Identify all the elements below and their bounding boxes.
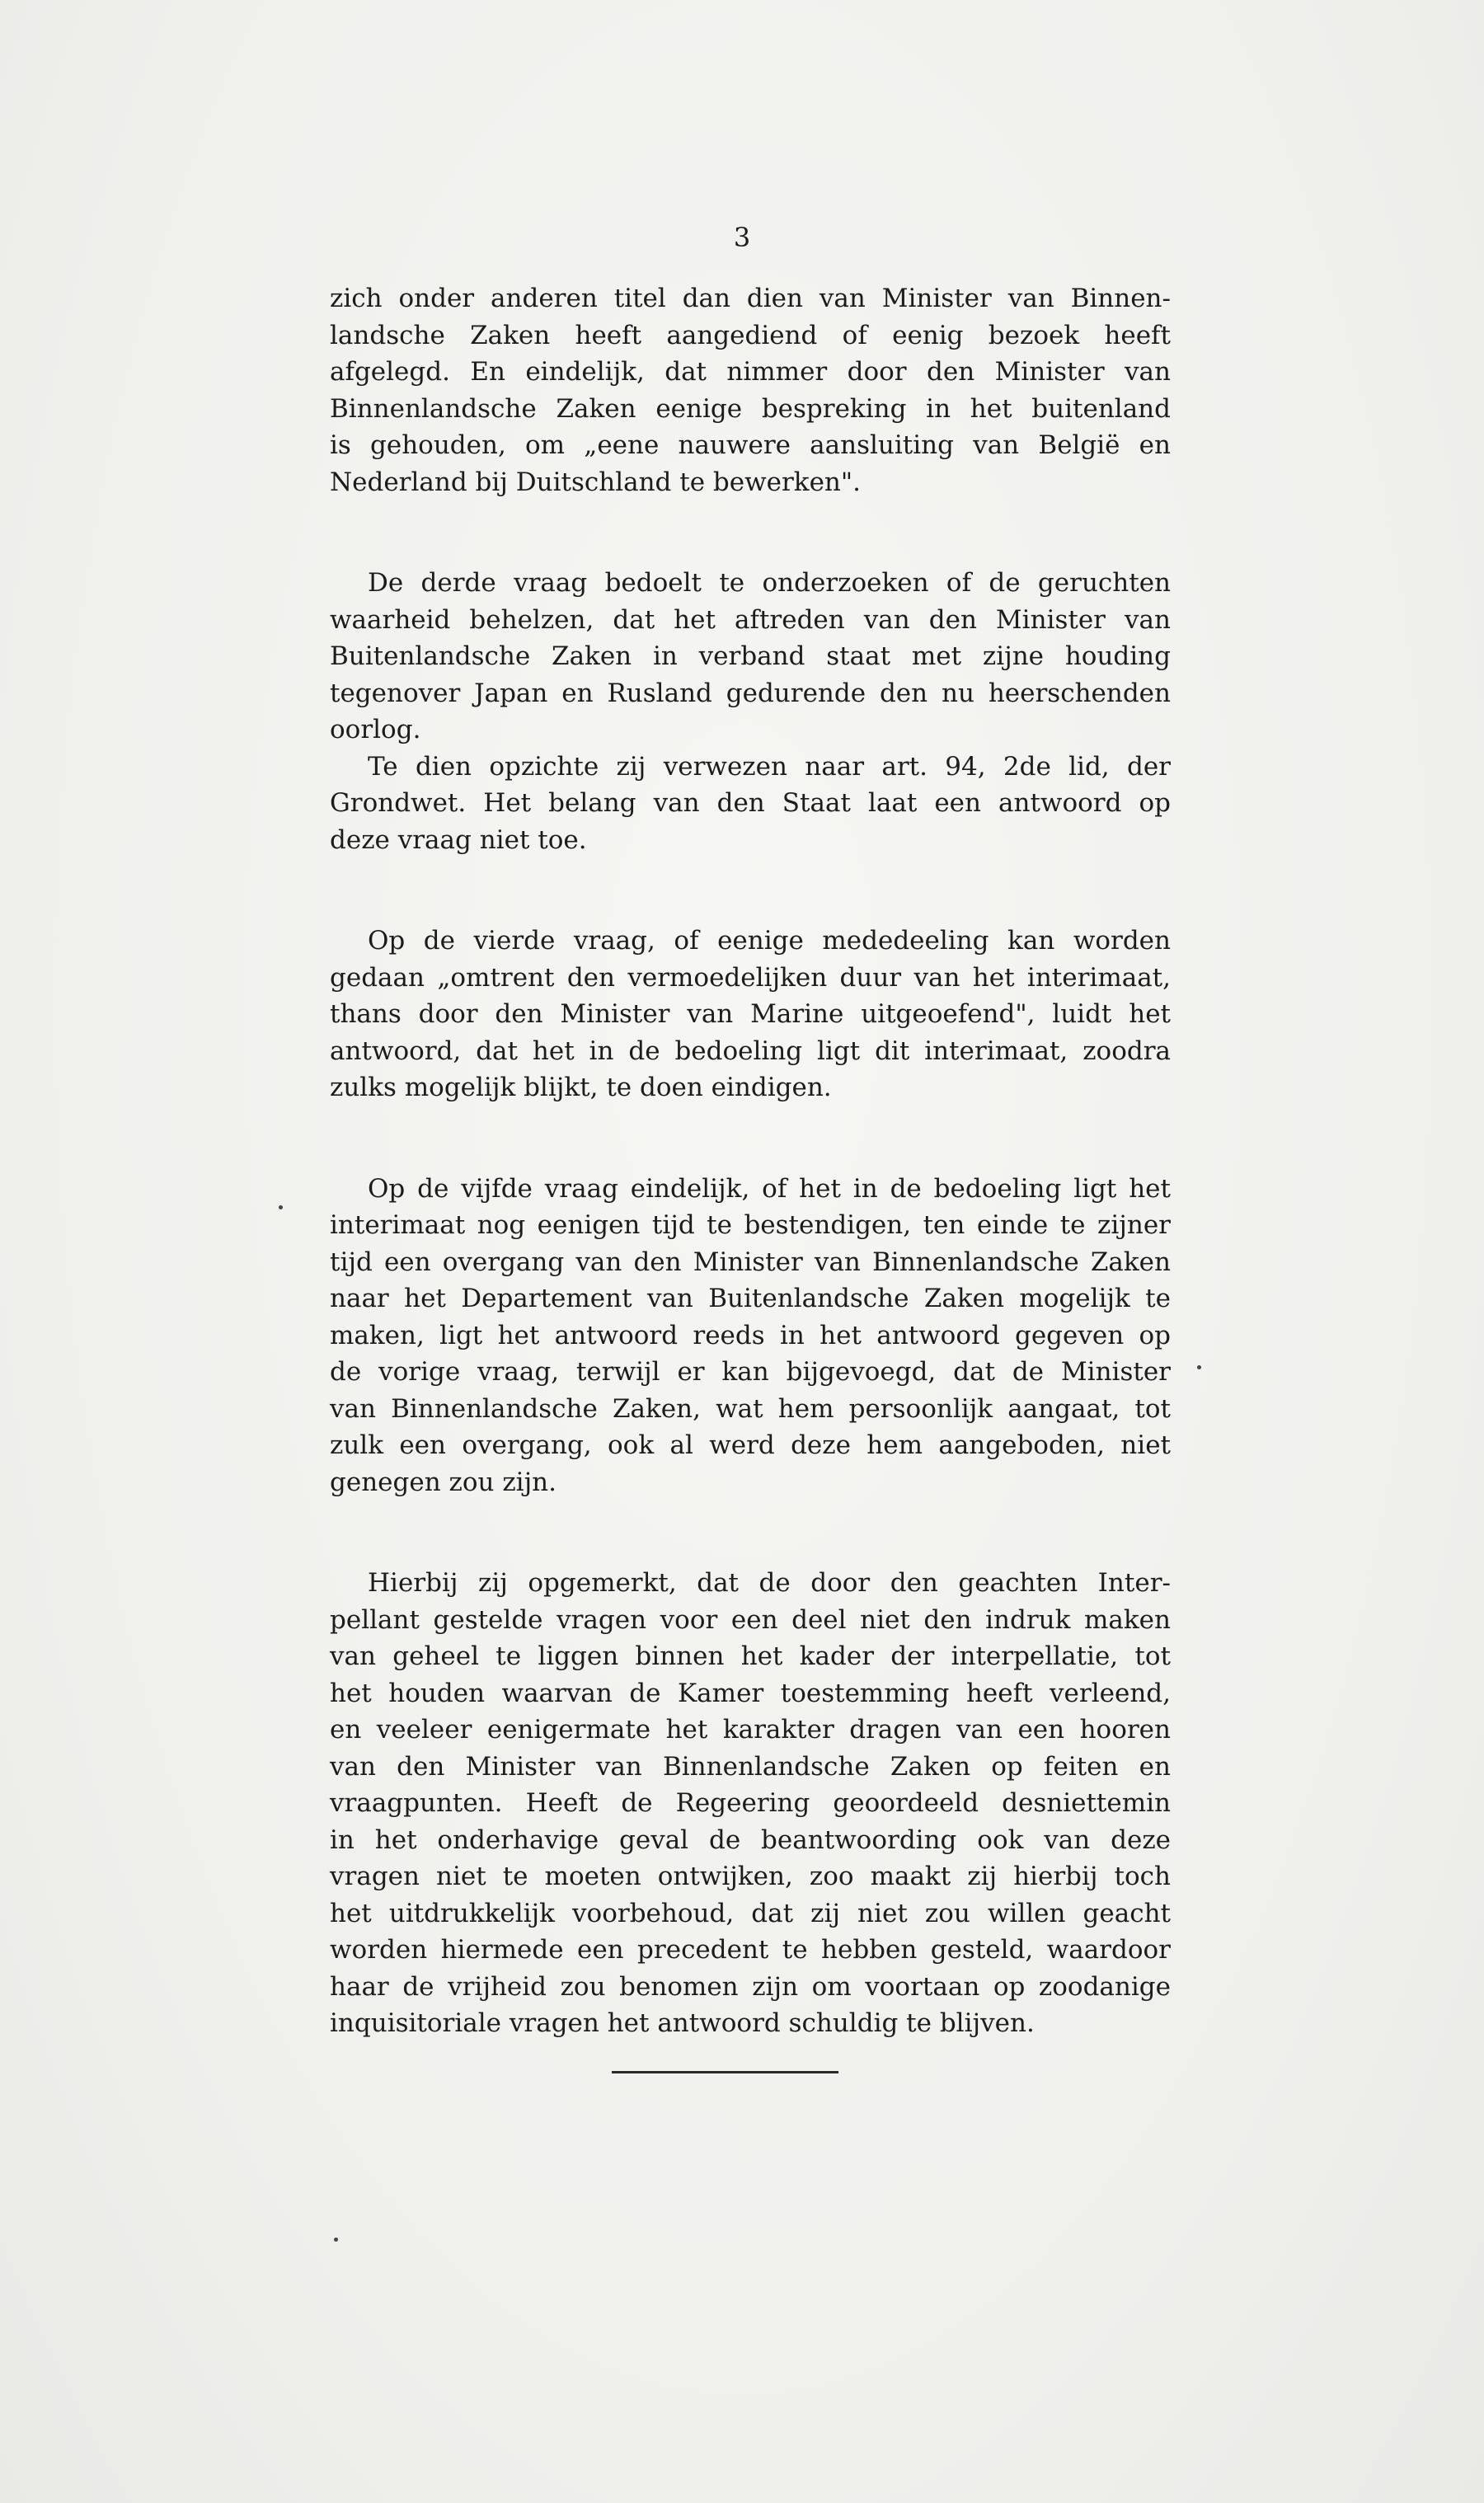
scan-speck — [279, 1205, 283, 1209]
text-line: zulk een overgang, ook al werd deze hem aangeboden, niet — [330, 1430, 1171, 1460]
text-line: Te dien opzichte zij verwezen naar art. 94, 2de lid, der — [368, 751, 1171, 782]
scan-speck — [334, 2238, 338, 2242]
text-line: vraagpunten. Heeft de Regeering geoordeeld desniettemin — [330, 1788, 1171, 1818]
text-line: deze vraag niet toe. — [330, 824, 587, 855]
text-line: tijd een overgang van den Minister van Binnenlandsche Zaken — [330, 1247, 1171, 1277]
text-line: gedaan „omtrent den vermoedelijken duur van het interimaat, — [330, 962, 1171, 993]
text-line: pellant gestelde vragen voor een deel niet den indruk maken — [330, 1604, 1171, 1635]
paragraph-constitution-reference — [330, 749, 1171, 859]
text-line: waarheid behelzen, dat het aftreden van den Minister van — [330, 604, 1171, 635]
paragraph-ministers-visits — [330, 280, 1171, 500]
text-line: vragen niet te moeten ontwijken, zoo maakt zij hierbij toch — [330, 1862, 1171, 1891]
text-line: en veeleer eenigermate het karakter dragen van een hooren — [330, 1715, 1171, 1745]
end-rule — [612, 2071, 838, 2073]
text-line: thans door den Minister van Marine uitgeoefend", luidt het — [330, 999, 1171, 1029]
text-line: van den Minister van Binnenlandsche Zaken op feiten en — [330, 1751, 1171, 1782]
text-line: zich onder anderen titel dan dien van Minister van Binnen- — [330, 284, 1171, 313]
text-line: het uitdrukkelijk voorbehoud, dat zij niet zou willen geacht — [330, 1898, 1171, 1928]
text-line: genegen zou zijn. — [330, 1467, 557, 1497]
scan-speck — [1197, 1365, 1201, 1369]
text-line: in het onderhavige geval de beantwoording ook van deze — [330, 1824, 1171, 1855]
text-line: het houden waarvan de Kamer toestemming heeft verleend, — [330, 1678, 1171, 1708]
page-number: 3 — [733, 222, 751, 253]
text-line: Buitenlandsche Zaken in verband staat met zijne houding — [330, 641, 1171, 671]
text-line: Nederland bij Duitschland te bewerken". — [330, 467, 862, 497]
text-line: Op de vierde vraag, of eenige mededeeling kan worden — [368, 926, 1171, 956]
text-line: van Binnenlandsche Zaken, wat hem persoonlijk aangaat, tot — [330, 1393, 1171, 1424]
text-line: tegenover Japan en Rusland gedurende den nu heerschenden — [330, 678, 1171, 708]
text-line: van geheel te liggen binnen het kader der interpellatie, tot — [330, 1641, 1171, 1671]
text-line: worden hiermede een precedent te hebben gesteld, waardoor — [330, 1935, 1171, 1965]
text-line: Hierbij zij opgemerkt, dat de door den geachten Inter- — [368, 1568, 1171, 1598]
text-line: zulks mogelijk blijkt, te doen eindigen. — [330, 1073, 832, 1102]
text-line: de vorige vraag, terwijl er kan bijgevoegd, dat de Minister — [330, 1357, 1171, 1387]
paragraph-remark — [330, 1565, 1171, 2042]
text-line: oorlog. — [330, 715, 421, 744]
text-line: Grondwet. Het belang van den Staat laat een antwoord op — [330, 788, 1171, 818]
text-line: interimaat nog eenigen tijd te bestendigen, ten einde te zijner — [330, 1210, 1171, 1240]
paragraph-third-question — [330, 565, 1171, 749]
text-line: antwoord, dat het in de bedoeling ligt dit interimaat, zoodra — [330, 1035, 1171, 1066]
paragraph-fifth-question — [330, 1171, 1171, 1501]
text-line: afgelegd. En eindelijk, dat nimmer door den Minister van — [330, 357, 1171, 387]
text-line: Binnenlandsche Zaken eenige bespreking in het buitenland — [330, 393, 1171, 424]
text-line: landsche Zaken heeft aangediend of eenig bezoek heeft — [330, 320, 1171, 350]
text-line: Op de vijfde vraag eindelijk, of het in de bedoeling ligt het — [368, 1173, 1171, 1204]
text-line: De derde vraag bedoelt te onderzoeken of de geruchten — [368, 568, 1171, 598]
text-line: naar het Departement van Buitenlandsche Zaken mogelijk te — [330, 1284, 1171, 1313]
text-line: haar de vrijheid zou benomen zijn om voortaan op zoodanige — [330, 1971, 1171, 2002]
body-text — [330, 280, 1171, 2042]
text-line: inquisitoriale vragen het antwoord schuldig te blijven. — [330, 2008, 1035, 2038]
text-line: is gehouden, om „eene nauwere aansluiting van België en — [330, 430, 1171, 460]
paragraph-fourth-question — [330, 923, 1171, 1106]
text-line: maken, ligt het antwoord reeds in het antwoord gegeven op — [330, 1320, 1171, 1350]
